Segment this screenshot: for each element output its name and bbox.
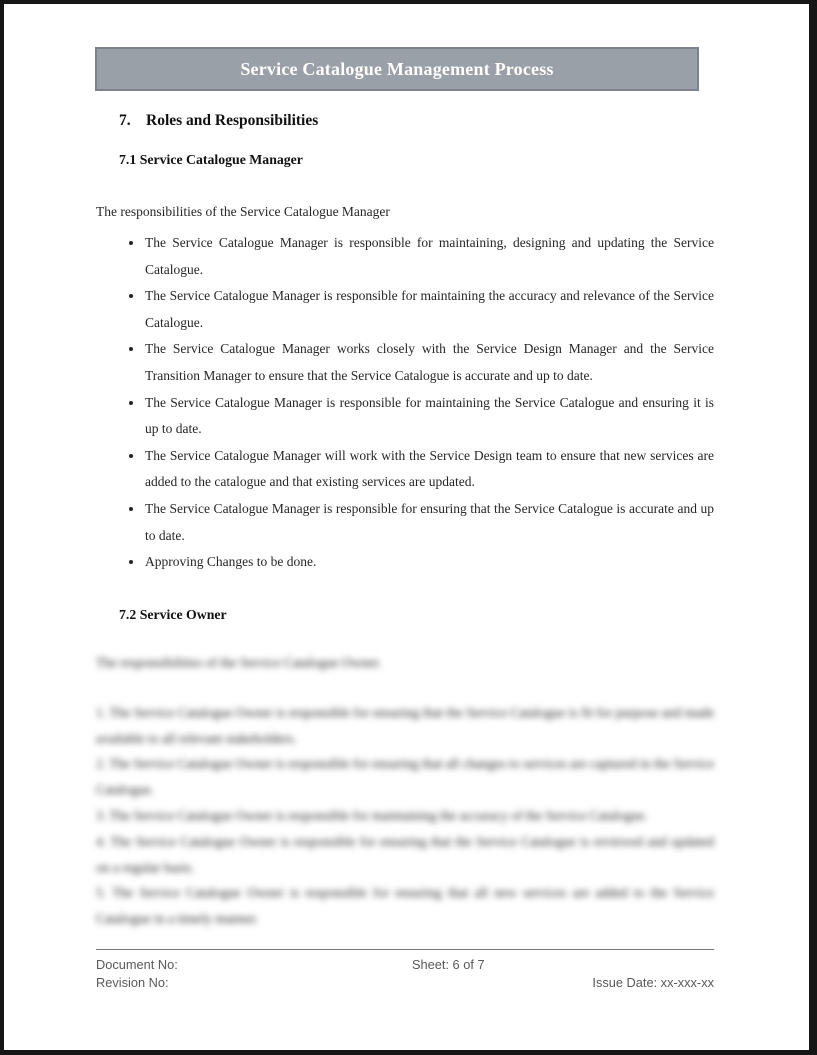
sheet-number-label: Sheet: 6 of 7 — [412, 957, 485, 972]
page-footer — [96, 949, 714, 992]
revision-no-label: Revision No: — [96, 975, 169, 990]
issue-date-label: Issue Date: xx-xxx-xx — [592, 975, 714, 990]
document-no-label: Document No: — [96, 957, 178, 972]
list-item: 2. The Service Catalogue Owner is responsible for ensuring that all changes to services are captured in the Service Catalogue. — [96, 756, 714, 798]
list-item: • The Service Catalogue Manager is responsible for maintaining, designing and updating the Service Catalogue. — [144, 230, 714, 283]
list-item: 1. The Service Catalogue Owner is responsible for ensuring that the Service Catalogue is fit for purpose and made available to all relevant stakeholders. — [96, 704, 714, 746]
list-item: • The Service Catalogue Manager works closely with the Service Design Manager and the Service Transition Manager to ensure that the Service Catalogue is accurate and up to date. — [144, 336, 714, 389]
owner-intro-text: The responsibilities of the Service Catalogue Owner. — [96, 654, 382, 670]
page-content — [4, 111, 809, 932]
list-item: • The Service Catalogue Manager is responsible for maintaining the accuracy and relevance of the Service Catalogue. — [144, 283, 714, 336]
subsection-heading-manager: 7.1 Service Catalogue Manager — [119, 152, 303, 167]
list-item: • The Service Catalogue Manager is responsible for ensuring that the Service Catalogue is accurate and up to date. — [144, 496, 714, 549]
list-item: • The Service Catalogue Manager will work with the Service Design team to ensure that new services are added to the catalogue and that existing services are updated. — [144, 443, 714, 496]
blurred-owner-section — [96, 650, 714, 932]
list-item: • Approving Changes to be done. — [144, 549, 714, 576]
owner-responsibilities-list — [96, 700, 714, 932]
footer-row-1 — [96, 956, 714, 974]
section-number: 7. — [119, 112, 131, 129]
list-item: 4. The Service Catalogue Owner is responsible for ensuring that the Service Catalogue is reviewed and updated on a regular basis. — [96, 833, 714, 875]
section-title: Roles and Responsibilities — [146, 112, 319, 129]
manager-responsibilities-list — [96, 230, 714, 576]
list-item: 5. The Service Catalogue Owner is responsible for ensuring that all new services are added to the Service Catalogue in a timely manner. — [96, 885, 714, 927]
title-banner — [95, 47, 699, 91]
subsection-heading-owner: 7.2 Service Owner — [119, 606, 227, 622]
footer-row-2 — [96, 974, 714, 992]
document-title: Service Catalogue Management Process — [240, 58, 554, 79]
manager-intro-text: The responsibilities of the Service Catalogue Manager — [96, 204, 390, 219]
list-item: • The Service Catalogue Manager is responsible for maintaining the Service Catalogue and ensuring it is up to date. — [144, 390, 714, 443]
section-heading — [119, 111, 714, 130]
list-item: 3. The Service Catalogue Owner is responsible for maintaining the accuracy of the Service Catalogue. — [96, 807, 648, 823]
